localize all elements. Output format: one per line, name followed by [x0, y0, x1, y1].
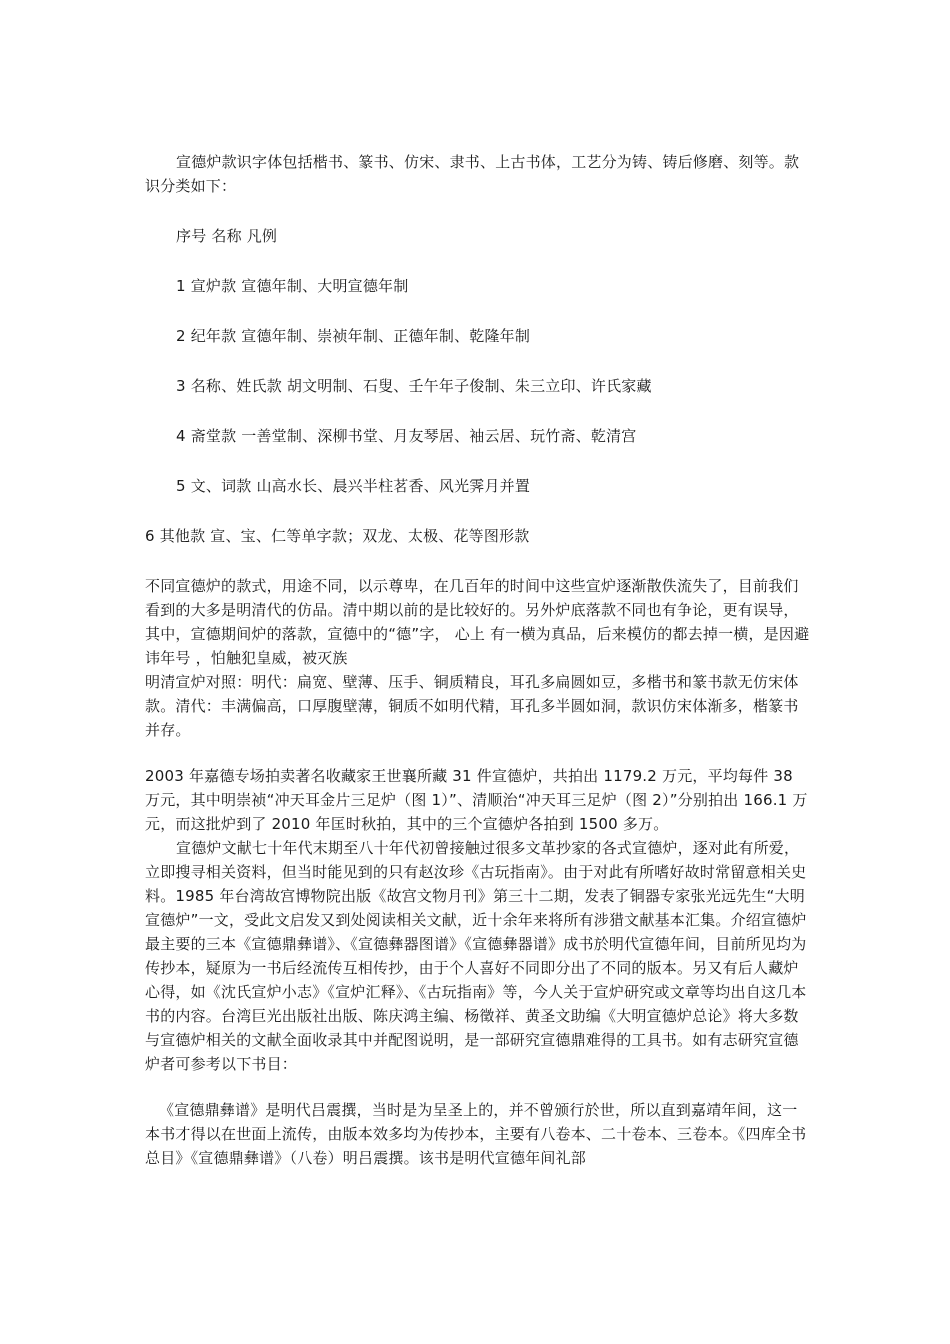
intro-paragraph: 宣德炉款识字体包括楷书、篆书、仿宋、隶书、上古书体，工艺分为铸、铸后修磨、刻等。款识分类如下：: [145, 153, 800, 195]
styles-paragraph: 不同宣德炉的款式，用途不同，以示尊卑，在几百年的时间中这些宣炉逐渐散佚流失了，目前我们看到的大多是明清代的仿品。清中期以前的是比较好的。另外炉底落款不同也有争论，更有误导，其中，宣德期间炉的落款，宣德中的“德”字， 心上 有一横为真品，后来模仿的都去掉一横，是因避讳年号 ，怕触犯皇威，被灭族: [145, 577, 810, 667]
list-item: 2 纪年款 宣德年制、崇祯年制、正德年制、乾隆年制: [176, 327, 531, 345]
list-item: 4 斋堂款 一善堂制、深柳书堂、月友琴居、袖云居、玩竹斋、乾清宫: [176, 427, 637, 445]
list-item: 1 宣炉款 宣德年制、大明宣德年制: [176, 277, 409, 295]
list-item: 5 文、词款 山高水长、晨兴半柱茗香、风光霁月并置: [176, 477, 531, 495]
comparison-paragraph: 明清宣炉对照：明代：扁宽、壁薄、压手、铜质精良，耳孔多扁圆如豆，多楷书和篆书款无仿宋体款。清代：丰满偏高，口厚腹壁薄，铜质不如明代精，耳孔多半圆如洞，款识仿宋体渐多，楷篆书并存。: [145, 673, 799, 739]
auction-paragraph: 2003 年嘉德专场拍卖著名收藏家王世襄所藏 31 件宣德炉，共拍出 1179.2 万元，平均每件 38 万元，其中明崇祯“冲天耳金片三足炉（图 1）”、清顺治“冲天耳三足炉（图 2）”分别拍出 166.1 万元，而这批炉到了 2010 年匡时秋拍，其中的三个宣德炉各拍到 1500 多万。: [145, 767, 808, 833]
list-item: 6 其他款 宣、宝、仁等单字款；双龙、太极、花等图形款: [145, 527, 530, 545]
dingyi-paragraph: 《宣德鼎彝谱》是明代吕震撰，当时是为呈圣上的，并不曾颁行於世，所以直到嘉靖年间，这一本书才得以在世面上流传，由版本效多均为传抄本，主要有八卷本、二十卷本、三卷本。《四库全书总目》《宣德鼎彝谱》（八卷）明吕震撰。该书是明代宣德年间礼部: [145, 1101, 807, 1167]
list-item: 3 名称、姓氏款 胡文明制、石叟、壬午年子俊制、朱三立印、许氏家藏: [176, 377, 652, 395]
literature-paragraph: 宣德炉文献七十年代末期至八十年代初曾接触过很多文革抄家的各式宣德炉，逐对此有所爱，立即搜寻相关资料，但当时能见到的只有赵汝珍《古玩指南》。由于对此有所嗜好故时常留意相关史料。1985 年台湾故宫博物院出版《故宫文物月刊》第三十二期，发表了铜器专家张光远先生“大明宣德炉”一文，受此文启发又到处阅读相关文献，近十余年来将所有涉猎文献基本汇集。介绍宣德炉最主要的三本《宣德鼎彝谱》、《宣德彝器图谱》《宣德彝器谱》成书於明代宣德年间，目前所见均为传抄本，疑原为一书后经流传互相传抄，由于个人喜好不同即分出了不同的版本。另又有后人藏炉心得，如《沈氏宣炉小志》《宣炉汇释》、《古玩指南》等，今人关于宣炉研究或文章等均出自这几本书的内容。台湾巨光出版社出版、陈庆鸿主编、杨徵祥、黄圣文助编《大明宣德炉总论》将大多数与宣德炉相关的文献全面收录其中并配图说明，是一部研究宣德鼎难得的工具书。如有志研究宣德炉者可参考以下书目：: [145, 839, 807, 1073]
table-header: 序号 名称 凡例: [176, 227, 278, 245]
document-body: [145, 150, 810, 1170]
